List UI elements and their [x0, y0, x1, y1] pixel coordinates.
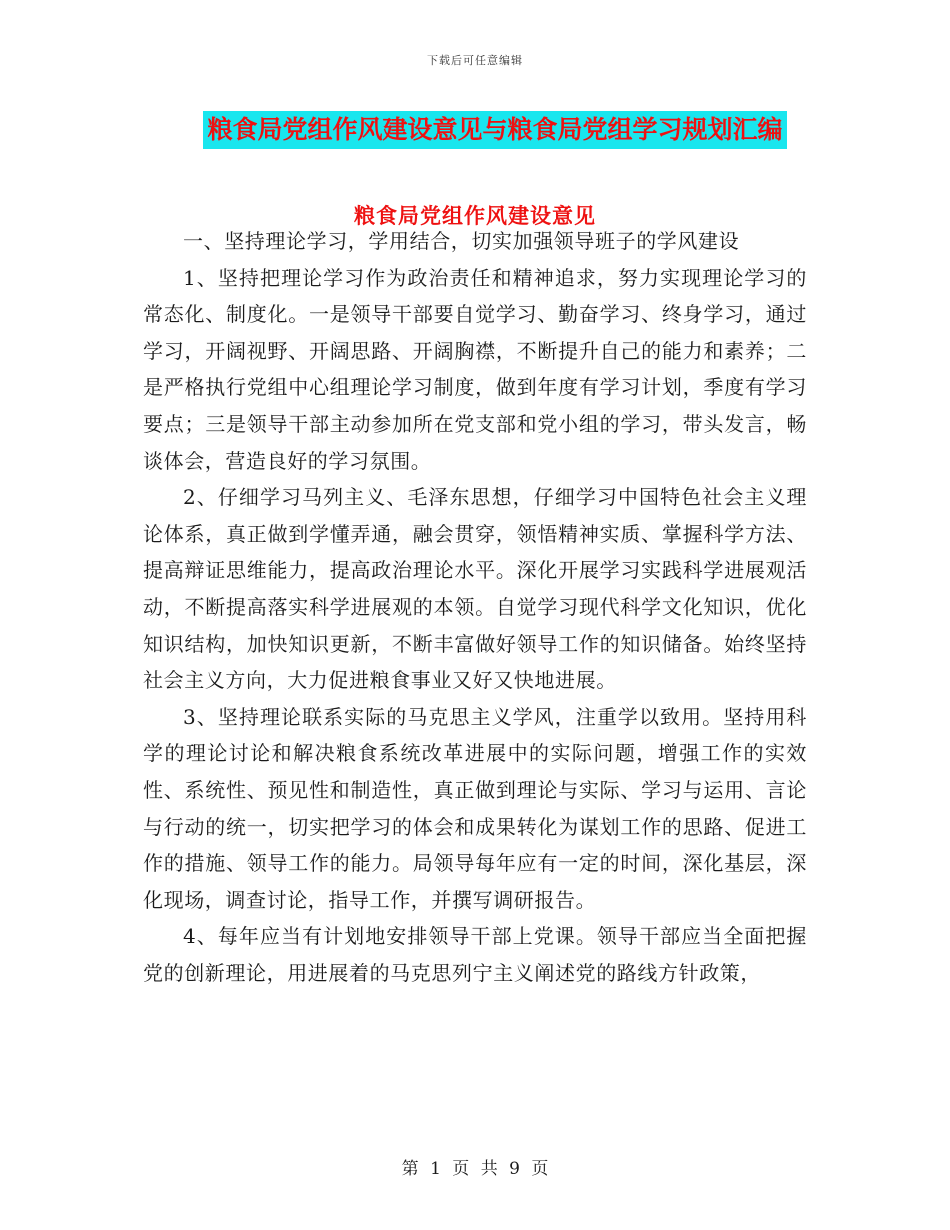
document-body	[143, 223, 807, 991]
main-title-wrapper	[0, 111, 950, 149]
page-header-note: 下载后可任意编辑	[427, 54, 523, 67]
body-paragraph: 3、坚持理论联系实际的马克思主义学风，注重学以致用。坚持用科学的理论讨论和解决粮食系统改革进展中的实际问题，增强工作的实效性、系统性、预见性和制造性，真正做到理论与实际、学习与运用、言论与行动的统一，切实把学习的体会和成果转化为谋划工作的思路、促进工作的措施、领导工作的能力。局领导每年应有一定的时间，深化基层，深化现场，调查讨论，指导工作，并撰写调研报告。	[143, 704, 807, 912]
main-title: 粮食局党组作风建设意见与粮食局党组学习规划汇编	[203, 111, 786, 149]
page-number-footer: 第 1 页 共 9 页	[401, 1159, 549, 1179]
body-paragraph: 1、坚持把理论学习作为政治责任和精神追求，努力实现理论学习的常态化、制度化。一是领导干部要自觉学习、勤奋学习、终身学习，通过学习，开阔视野、开阔思路、开阔胸襟，不断提升自己的能力和素养；二是严格执行党组中心组理论学习制度，做到年度有学习计划，季度有学习要点；三是领导干部主动参加所在党支部和党小组的学习，带头发言，畅谈体会，营造良好的学习氛围。	[143, 265, 807, 473]
body-paragraph: 2、仔细学习马列主义、毛泽东思想，仔细学习中国特色社会主义理论体系，真正做到学懂弄通，融会贯穿，领悟精神实质、掌握科学方法、提高辩证思维能力，提高政治理论水平。深化开展学习实践科学进展观活动，不断提高落实科学进展观的本领。自觉学习现代科学文化知识，优化知识结构，加快知识更新，不断丰富做好领导工作的知识储备。始终坚持社会主义方向，大力促进粮食事业又好又快地进展。	[143, 485, 807, 693]
section-heading-paragraph: 一、坚持理论学习，学用结合，切实加强领导班子的学风建设	[183, 229, 740, 253]
section-title: 粮食局党组作风建设意见	[354, 203, 596, 228]
body-paragraph: 4、每年应当有计划地安排领导干部上党课。领导干部应当全面把握党的创新理论，用进展着的马克思列宁主义阐述党的路线方针政策，	[143, 924, 807, 985]
